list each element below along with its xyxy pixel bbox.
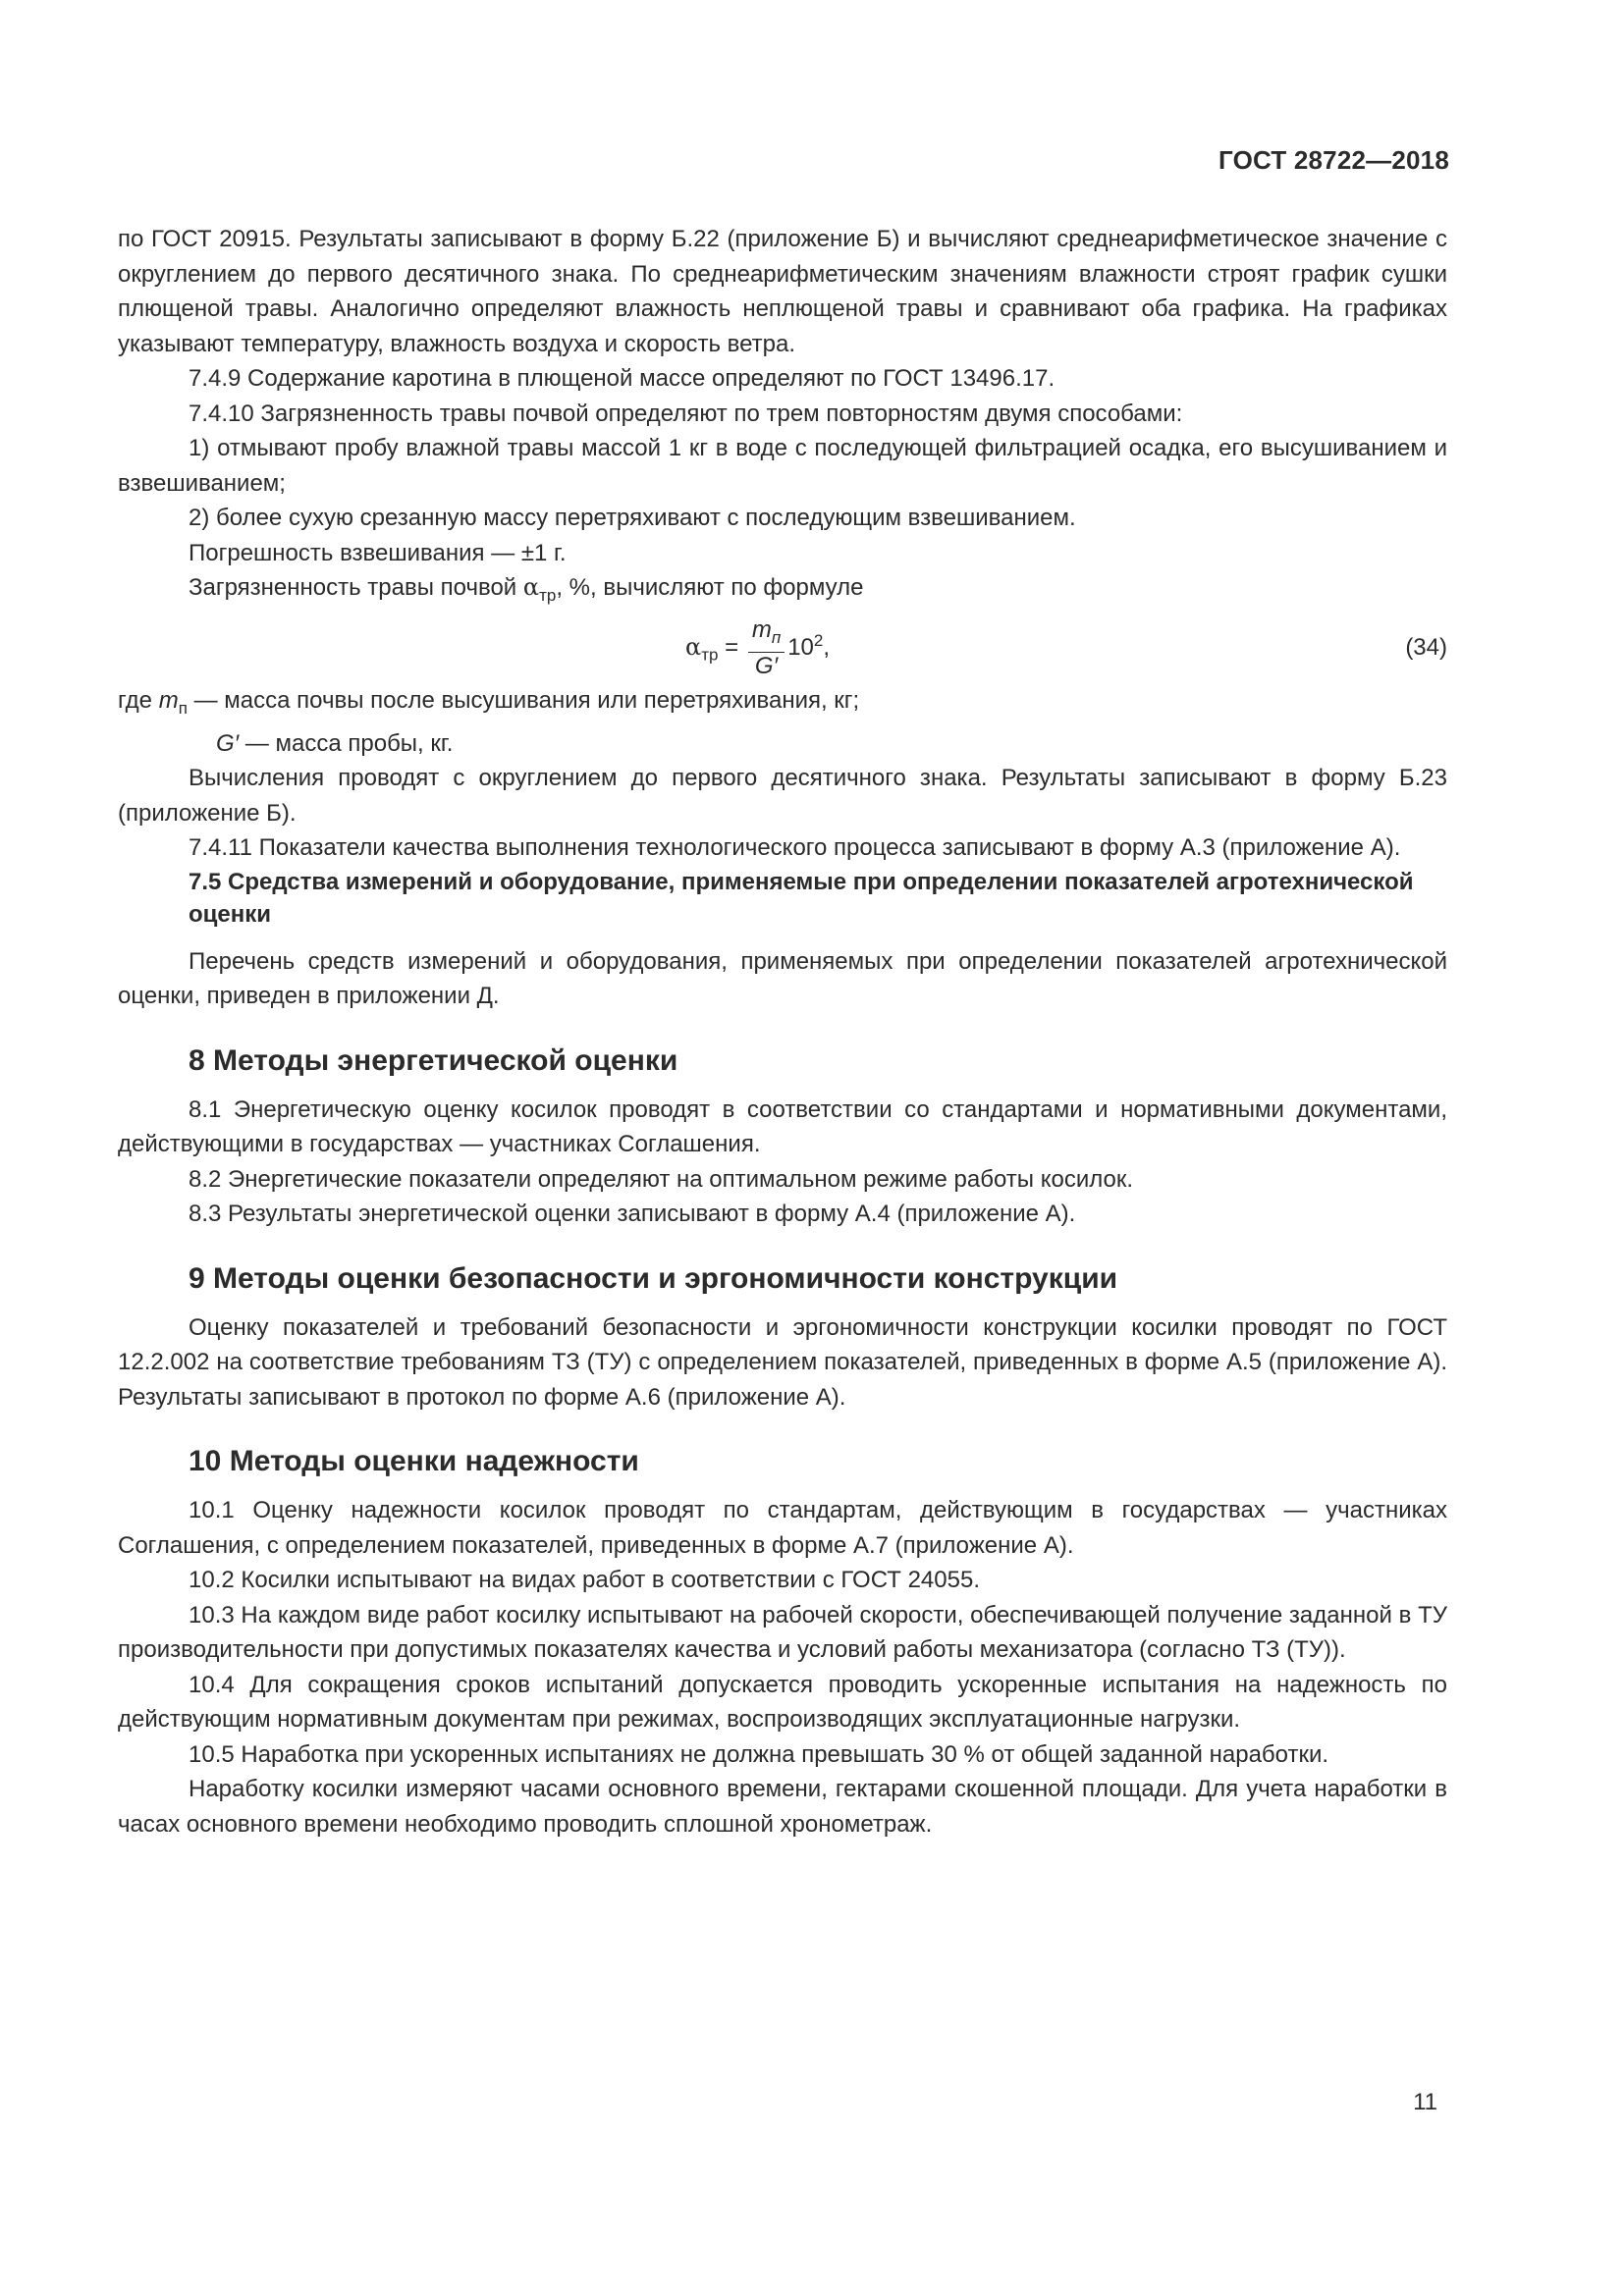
clause-10-2: 10.2 Косилки испытывают на видах работ в соответствии с ГОСТ 24055.: [189, 1567, 980, 1594]
clause-8-3: 8.3 Результаты энергетической оценки записывают в форму А.4 (приложение А).: [189, 1201, 1076, 1228]
document-body: [118, 222, 1447, 1842]
section-9-text: Оценку показателей и требований безопасности и эргономичности конструкции косилки проводят по ГОСТ 12.2.002 на соответствие требованиям ТЗ (ТУ) с определением показателей, приведенных в форме А.5 (приложение А). Результаты записывают в протокол по форме А.6 (приложение А).: [118, 1313, 1447, 1411]
clause-7-4-9: 7.4.9 Содержание каротина в плющеной массе определяют по ГОСТ 13496.17.: [189, 365, 1056, 392]
page-number: 11: [1413, 2089, 1437, 2115]
clause-10-1: 10.1 Оценку надежности косилок проводят по стандартам, действующим в государствах — участниках Соглашения, с определением показателей, приведенных в форме А.7 (приложение А).: [118, 1497, 1447, 1559]
formula-fraction: $\frac{m_п}{G'}$: [748, 616, 785, 680]
clause-8-2: 8.2 Энергетические показатели определяют на оптимальном режиме работы косилок.: [189, 1165, 1134, 1193]
formula-expression: $\alpha_{тр}$ = $\frac{m_п}{G'}$ $10^2$,: [685, 616, 831, 680]
weighing-error: Погрешность взвешивания — ±1 г.: [189, 539, 567, 566]
formula-intro: Загрязненность травы почвой $\alpha_{тр}$, %, вычисляют по формуле: [189, 573, 864, 605]
paragraph-continuation: по ГОСТ 20915. Результаты записывают в форму Б.22 (приложение Б) и вычисляют среднеарифметическое значение с округлением до первого десятичного знака. По среднеарифметическим значениям влажности строят график сушки плющеной травы. Аналогично определяют влажность неплющеной травы и сравнивают оба графика. На графиках указывают температуру, влажность воздуха и скорость ветра.: [118, 226, 1447, 357]
section-7-5-title: 7.5 Средства измерений и оборудование, применяемые при определении показателей агротехнической оценки: [189, 868, 1414, 928]
clause-10-5: 10.5 Наработка при ускоренных испытаниях не должна превышать 30 % от общей заданной наработки.: [189, 1740, 1329, 1768]
clause-10-4: 10.4 Для сокращения сроков испытаний допускается проводить ускоренные испытания на надежность по действующим нормативным документам при режимах, воспроизводящих эксплуатационные нагрузки.: [118, 1671, 1447, 1734]
section-8-title: 8 Методы энергетической оценки: [189, 1043, 678, 1077]
section-7-5-text: Перечень средств измерений и оборудования, применяемых при определении показателей агротехнической оценки, приведен в приложении Д.: [118, 947, 1447, 1010]
clause-7-4-11: 7.4.11 Показатели качества выполнения технологического процесса записывают в форму А.3 (приложение А).: [189, 834, 1401, 862]
clause-10-3: 10.3 На каждом виде работ косилку испытывают на рабочей скорости, обеспечивающей получение заданной в ТУ производительности при допустимых показателях качества и условий работы механизатора (согласно ТЗ (ТУ)).: [118, 1601, 1447, 1664]
calc-note: Вычисления проводят с округлением до первого десятичного знака. Результаты записывают в форму Б.23 (приложение Б).: [118, 765, 1447, 827]
clause-8-1: 8.1 Энергетическую оценку косилок проводят в соответствии со стандартами и нормативными документами, действующими в государствах — участниках Соглашения.: [118, 1095, 1447, 1158]
method-item-2: 2) более сухую срезанную массу перетряхивают с последующим взвешиванием.: [189, 505, 1076, 531]
formula-number: (34): [1405, 634, 1447, 662]
method-item-1: 1) отмывают пробу влажной травы массой 1 кг в воде с последующей фильтрацией осадка, его высушиванием и взвешиванием;: [118, 435, 1447, 497]
section-9-title: 9 Методы оценки безопасности и эргономичности конструкции: [189, 1261, 1118, 1295]
where-mass-soil: где $m_п$ — масса почвы после высушивания или перетряхивания, кг;: [118, 687, 860, 719]
formula-34: [118, 613, 1447, 683]
section-10-title: 10 Методы оценки надежности: [189, 1445, 639, 1478]
document-header-id: ГОСТ 28722—2018: [1218, 145, 1449, 175]
where-mass-sample: G′ — масса пробы, кг.: [216, 729, 454, 757]
clause-7-4-10: 7.4.10 Загрязненность травы почвой определяют по трем повторностям двумя способами:: [189, 400, 1183, 427]
operating-time-note: Наработку косилки измеряют часами основного времени, гектарами скошенной площади. Для учета наработки в часах основного времени необходимо проводить сплошной хронометраж.: [118, 1776, 1447, 1838]
